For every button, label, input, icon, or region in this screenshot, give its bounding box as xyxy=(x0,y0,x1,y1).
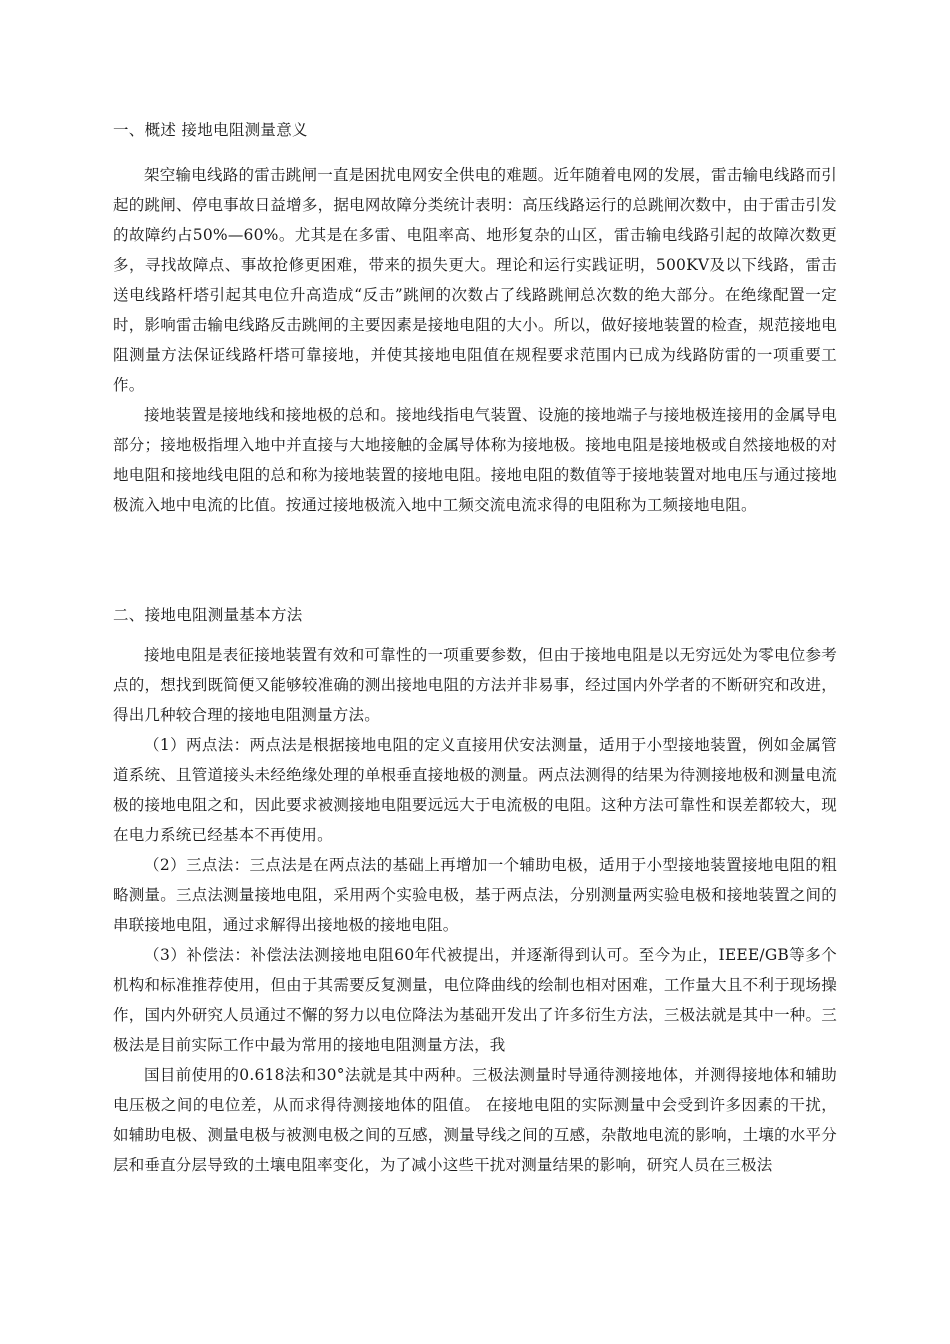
section-2-paragraph-5: 国目前使用的0.618法和30°法就是其中两种。三极法测量时导通待测接地体，并测得接地体和辅助电压极之间的电位差，从而求得待测接地体的阻值。 在接地电阻的实际测量中会受到许多因素的干扰，如辅助电极、测量电极与被测电极之间的互感，测量导线之间的互感，杂散地电流的影响，土壤的水平分层和垂直分层导致的土壤电阻率变化，为了减小这些干扰对测量结果的影响，研究人员在三极法 xyxy=(113,1066,837,1174)
section-2-body xyxy=(113,640,837,1180)
section-2-paragraph-4: （3）补偿法：补偿法法测接地电阻60年代被提出，并逐渐得到认可。至今为止，IEEE/GB等多个机构和标准推荐使用，但由于其需要反复测量，电位降曲线的绘制也相对困难，工作量大且不利于现场操作，国内外研究人员通过不懈的努力以电位降法为基础开发出了许多衍生方法，三极法就是其中一种。三极法是目前实际工作中最为常用的接地电阻测量方法，我 xyxy=(113,946,837,1054)
section-2-paragraph-2: （1）两点法：两点法是根据接地电阻的定义直接用伏安法测量，适用于小型接地装置，例如金属管道系统、且管道接头未经绝缘处理的单根垂直接地极的测量。两点法测得的结果为待测接地极和测量电流极的接地电阻之和，因此要求被测接地电阻要远远大于电流极的电阻。这种方法可靠性和误差都较大，现在电力系统已经基本不再使用。 xyxy=(113,736,837,844)
section-2-paragraph-3: （2）三点法：三点法是在两点法的基础上再增加一个辅助电极，适用于小型接地装置接地电阻的粗略测量。三点法测量接地电阻，采用两个实验电极，基于两点法，分别测量两实验电极和接地装置之间的串联接地电阻，通过求解得出接地极的接地电阻。 xyxy=(113,856,837,934)
section-1-paragraph-1: 架空输电线路的雷击跳闸一直是困扰电网安全供电的难题。近年随着电网的发展，雷击输电线路而引起的跳闸、停电事故日益增多，据电网故障分类统计表明：高压线路运行的总跳闸次数中，由于雷击引发的故障约占50%—60%。尤其是在多雷、电阻率高、地形复杂的山区，雷击输电线路引起的故障次数更多，寻找故障点、事故抢修更困难，带来的损失更大。理论和运行实践证明，500KV及以下线路，雷击送电线路杆塔引起其电位升高造成“反击”跳闸的次数占了线路跳闸总次数的绝大部分。在绝缘配置一定时，影响雷击输电线路反击跳闸的主要因素是接地电阻的大小。所以，做好接地装置的检查，规范接地电阻测量方法保证线路杆塔可靠接地，并使其接地电阻值在规程要求范围内已成为线路防雷的一项重要工作。 xyxy=(113,166,837,394)
section-2-heading: 二、接地电阻测量基本方法 xyxy=(113,606,303,624)
section-2-paragraph-1: 接地电阻是表征接地装置有效和可靠性的一项重要参数，但由于接地电阻是以无穷远处为零电位参考点的，想找到既简便又能够较准确的测出接地电阻的方法并非易事，经过国内外学者的不断研究和改进，得出几种较合理的接地电阻测量方法。 xyxy=(113,646,837,724)
section-1-paragraph-2: 接地装置是接地线和接地极的总和。接地线指电气装置、设施的接地端子与接地极连接用的金属导电部分；接地极指埋入地中并直接与大地接触的金属导体称为接地极。接地电阻是接地极或自然接地极的对地电阻和接地线电阻的总和称为接地装置的接地电阻。接地电阻的数值等于接地装置对地电压与通过接地极流入地中电流的比值。按通过接地极流入地中工频交流电流求得的电阻称为工频接地电阻。 xyxy=(113,406,837,514)
section-1-body xyxy=(113,156,837,520)
section-1-heading: 一、概述 接地电阻测量意义 xyxy=(113,121,308,139)
